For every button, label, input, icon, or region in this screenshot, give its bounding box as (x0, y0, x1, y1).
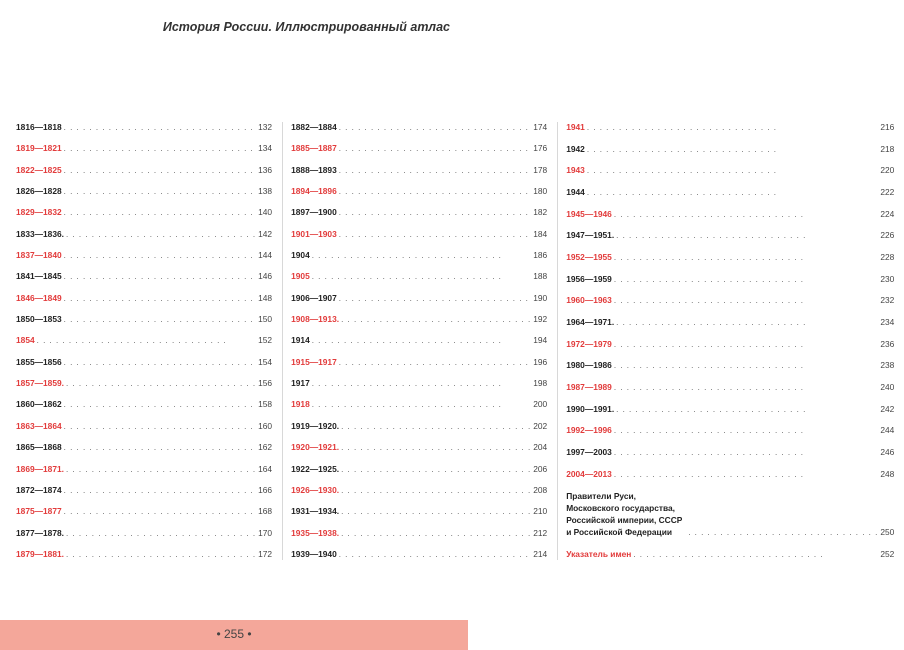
toc-leader-dots: . . . . . . . . . . . . . . . . . . . . . . . . . . . . . . (616, 231, 807, 241)
toc-entry[interactable] (291, 314, 547, 325)
toc-entry-page: 226 (880, 230, 895, 241)
toc-entry-label: 1941 (566, 122, 585, 132)
toc-entry-page: 228 (880, 251, 895, 262)
toc-entry-page: 234 (880, 316, 895, 327)
toc-entry[interactable] (16, 485, 272, 496)
toc-entry[interactable] (291, 464, 547, 475)
toc-entry-page: 172 (258, 548, 273, 559)
toc-entry-page: 236 (880, 338, 895, 349)
toc-entry-label: 1935—1938. (291, 527, 340, 538)
toc-leader-dots: . . . . . . . . . . . . . . . . . . . . . . . . . . . . . . (341, 464, 532, 474)
toc-entry-page: 248 (880, 468, 895, 479)
toc-entry-label: 1877—1878. (16, 527, 64, 538)
toc-entry-label: 1857—1859. (16, 378, 64, 389)
toc-entry-page: 176 (533, 143, 548, 154)
toc-entry-page: 182 (533, 207, 548, 218)
toc-entry-page: 232 (880, 295, 895, 306)
toc-leader-dots: . . . . . . . . . . . . . . . . . . . . . . . . . . . . . . (63, 272, 254, 282)
toc-entry-label: Правители Руси, Московского государства, Российской империи, СССР и Российской Федерации (566, 491, 683, 538)
toc-entry[interactable] (566, 447, 894, 458)
toc-entry-label: 1942 (566, 143, 585, 154)
toc-leader-dots: . . . . . . . . . . . . . . . . . . . . . . . . . . . . . . (341, 443, 532, 453)
toc-entry-label: 1829—1832 (16, 207, 62, 218)
toc-leader-dots: . . . . . . . . . . . . . . . . . . . . . . . . . . . . . . (341, 528, 532, 538)
toc-entry-page: 242 (880, 403, 895, 414)
toc-entry-page: 154 (258, 356, 273, 367)
toc-entry[interactable] (291, 357, 547, 368)
toc-leader-dots: . . . . . . . . . . . . . . . . . . . . . . . . . . . . . . (586, 123, 777, 132)
toc-leader-dots: . . . . . . . . . . . . . . . . . . . . . . . . . . . . . . (63, 144, 254, 154)
toc-entry-label: 1904 (291, 250, 310, 261)
toc-entry-label: 1952—1955 (566, 251, 612, 262)
toc-leader-dots: . . . . . . . . . . . . . . . . . . . . . . . . . . . . . . (341, 315, 532, 325)
toc-entry[interactable] (566, 404, 894, 415)
toc-entry-label: 1917 (291, 378, 310, 389)
toc-leader-dots: . . . . . . . . . . . . . . . . . . . . . . . . . . . . . . (338, 123, 529, 132)
toc-entry-label: 1841—1845 (16, 271, 62, 282)
toc-entry-page: 138 (258, 186, 273, 197)
toc-leader-dots: . . . . . . . . . . . . . . . . . . . . . . . . . . . . . . (63, 507, 254, 517)
toc-entry-page: 150 (258, 314, 273, 325)
toc-leader-dots: . . . . . . . . . . . . . . . . . . . . . . . . . . . . . . (613, 252, 804, 262)
toc-entry-label: 1901—1903 (291, 228, 337, 239)
toc-entry-label: 1879—1881. (16, 548, 64, 559)
toc-leader-dots: . . . . . . . . . . . . . . . . . . . . . . . . . . . . . . (65, 528, 257, 538)
toc-entry-page: 164 (258, 463, 273, 474)
toc-entry[interactable] (566, 274, 894, 285)
toc-entry[interactable] (566, 317, 894, 328)
toc-entry-page: 142 (258, 228, 273, 239)
toc-entry-page: 206 (533, 463, 548, 474)
toc-leader-dots: . . . . . . . . . . . . . . . . . . . . . . . . . . . . . . (613, 382, 804, 392)
toc-leader-dots: . . . . . . . . . . . . . . . . . . . . . . . . . . . . . . (586, 144, 777, 154)
toc-entry-label: 1908—1913. (291, 314, 340, 325)
toc-leader-dots: . . . . . . . . . . . . . . . . . . . . . . . . . . . . . . (63, 187, 254, 197)
toc-entry-label: 1943 (566, 165, 585, 176)
toc-entry-page: 184 (533, 228, 548, 239)
toc-entry[interactable] (291, 421, 547, 432)
toc-leader-dots: . . . . . . . . . . . . . . . . . . . . . . . . . . . . . . (616, 404, 807, 414)
toc-entry-label: 1897—1900 (291, 207, 337, 218)
toc-leader-dots: . . . . . . . . . . . . . . . . . . . . . . . . . . . . . . (65, 464, 257, 474)
toc-entry-page: 174 (533, 122, 548, 132)
toc-leader-dots: . . . . . . . . . . . . . . . . . . . . . . . . . . . . . . (63, 315, 254, 325)
toc-entry-page: 210 (533, 506, 548, 517)
toc-entry-label: 1865—1868 (16, 442, 62, 453)
toc-entry-page: 214 (533, 548, 548, 559)
toc-entry[interactable] (16, 165, 272, 176)
toc-entry[interactable] (16, 207, 272, 218)
toc-column-3 (557, 122, 904, 560)
toc-leader-dots: . . . . . . . . . . . . . . . . . . . . . . . . . . . . . . (613, 361, 804, 371)
toc-entry[interactable] (566, 144, 894, 155)
running-head-title: История России. Иллюстрированный атлас (162, 20, 450, 34)
toc-entry[interactable] (566, 230, 894, 241)
toc-entry[interactable] (16, 293, 272, 304)
toc-entry[interactable] (291, 549, 547, 560)
toc-entry-page: 222 (880, 186, 895, 197)
toc-entry-label: 1920—1921. (291, 442, 340, 453)
toc-leader-dots: . . . . . . . . . . . . . . . . . . . . . . . . . . . . . . (63, 208, 254, 218)
toc-entry[interactable] (566, 490, 894, 538)
toc-entry-page: 178 (533, 164, 548, 175)
toc-entry-label: 1914 (291, 335, 310, 346)
toc-entry-label: 1850—1853 (16, 314, 62, 325)
toc-entry-page: 180 (533, 186, 548, 197)
toc-entry-label: 1885—1887 (291, 143, 337, 154)
toc-entry[interactable] (566, 187, 894, 198)
toc-entry-label: 1888—1893 (291, 164, 337, 175)
toc-entry-page: 216 (880, 122, 895, 132)
toc-entry-label: 1944 (566, 186, 585, 197)
toc-leader-dots: . . . . . . . . . . . . . . . . . . . . . . . . . . . . . . (63, 123, 254, 132)
toc-entry-label: 1905 (291, 271, 310, 282)
toc-leader-dots: . . . . . . . . . . . . . . . . . . . . . . . . . . . . . . (616, 317, 807, 327)
toc-leader-dots: . . . . . . . . . . . . . . . . . . . . . . . . . . . . . . (63, 421, 254, 431)
toc-entry-page: 136 (258, 164, 273, 175)
toc-entry[interactable] (566, 209, 894, 220)
toc-leader-dots: . . . . . . . . . . . . . . . . . . . . . . . . . . . . . . (613, 339, 804, 349)
toc-entry[interactable] (566, 549, 894, 560)
toc-entry[interactable] (291, 207, 547, 218)
toc-entry-page: 188 (533, 271, 548, 282)
toc-leader-dots: . . . . . . . . . . . . . . . . . . . . . . . . . . . . . . (613, 274, 804, 284)
toc-entry[interactable] (291, 250, 547, 261)
toc-entry[interactable] (16, 143, 272, 154)
toc-entry[interactable] (566, 469, 894, 480)
toc-leader-dots: . . . . . . . . . . . . . . . . . . . . . . . . . . . . . . (311, 251, 502, 261)
toc-entry-label: 1906—1907 (291, 292, 337, 303)
toc-column-1 (8, 122, 282, 560)
toc-entry-page: 230 (880, 273, 895, 284)
toc-entry-page: 170 (258, 527, 273, 538)
toc-leader-dots: . . . . . . . . . . . . . . . . . . . . . . . . . . . . . . (311, 336, 502, 346)
toc-leader-dots: . . . . . . . . . . . . . . . . . . . . . . . . . . . . . . (338, 229, 529, 239)
toc-leader-dots: . . . . . . . . . . . . . . . . . . . . . . . . . . . . . . (338, 357, 529, 367)
toc-leader-dots: . . . . . . . . . . . . . . . . . . . . . . . . . . . . . . (63, 400, 254, 410)
toc-entry[interactable] (291, 335, 547, 346)
toc-entry-page: 160 (258, 420, 273, 431)
toc-entry-page: 250 (880, 527, 895, 538)
toc-leader-dots: . . . . . . . . . . . . . . . . . . . . . . . . . . . . . . (341, 507, 532, 517)
toc-entry-label: 1915—1917 (291, 356, 337, 367)
toc-entry[interactable] (566, 382, 894, 393)
toc-entry-page: 166 (258, 484, 273, 495)
toc-entry-label: 1997—2003 (566, 446, 612, 457)
toc-entry-page: 192 (533, 314, 548, 325)
toc-entry-page: 162 (258, 442, 273, 453)
toc-leader-dots: . . . . . . . . . . . . . . . . . . . . . . . . . . . . . . (65, 379, 257, 389)
toc-entry-label: 1816—1818 (16, 122, 62, 132)
toc-entry-page: 202 (533, 420, 548, 431)
toc-entry-label: 1854 (16, 335, 35, 346)
toc-entry[interactable] (291, 186, 547, 197)
toc-leader-dots: . . . . . . . . . . . . . . . . . . . . . . . . . . . . . . (613, 209, 804, 219)
toc-entry-page: 238 (880, 360, 895, 371)
toc-entry-page: 208 (533, 484, 548, 495)
toc-entry[interactable] (291, 378, 547, 389)
toc-entry[interactable] (291, 165, 547, 176)
toc-entry-page: 240 (880, 381, 895, 392)
toc-leader-dots: . . . . . . . . . . . . . . . . . . . . . . . . . . . . . . (63, 485, 254, 495)
toc-leader-dots: . . . . . . . . . . . . . . . . . . . . . . . . . . . . . . (633, 549, 824, 559)
toc-entry-page: 204 (533, 442, 548, 453)
toc-column-2 (282, 122, 557, 560)
toc-entry[interactable] (566, 295, 894, 306)
toc-entry-page: 168 (258, 506, 273, 517)
toc-entry-page: 140 (258, 207, 273, 218)
toc-entry-label: 1822—1825 (16, 164, 62, 175)
toc-entry-label: 1987—1989 (566, 381, 612, 392)
toc-entry[interactable] (16, 421, 272, 432)
toc-entry-label: 2004—2013 (566, 468, 612, 479)
toc-leader-dots: . . . . . . . . . . . . . . . . . . . . . . . . . . . . . . (613, 296, 804, 306)
toc-leader-dots: . . . . . . . . . . . . . . . . . . . . . . . . . . . . . . (338, 144, 529, 154)
toc-entry-label: 1926—1930. (291, 484, 340, 495)
toc-leader-dots: . . . . . . . . . . . . . . . . . . . . . . . . . . . . . . (338, 293, 529, 303)
toc-entry[interactable] (291, 485, 547, 496)
toc-entry-label: 1875—1877 (16, 506, 62, 517)
toc-entry[interactable] (16, 357, 272, 368)
toc-entry-label: 1855—1856 (16, 356, 62, 367)
toc-entry[interactable] (16, 506, 272, 517)
toc-entry-label: 1819—1821 (16, 143, 62, 154)
table-of-contents (8, 122, 895, 560)
toc-entry[interactable] (566, 339, 894, 350)
toc-entry[interactable] (566, 252, 894, 263)
toc-entry[interactable] (291, 271, 547, 282)
toc-entry-label: 1863—1864 (16, 420, 62, 431)
toc-leader-dots: . . . . . . . . . . . . . . . . . . . . . . . . . . . . . . (613, 469, 804, 479)
toc-leader-dots: . . . . . . . . . . . . . . . . . . . . . . . . . . . . . . (311, 400, 502, 410)
toc-entry[interactable] (16, 122, 272, 133)
toc-leader-dots: . . . . . . . . . . . . . . . . . . . . . . . . . . . . . . (311, 379, 502, 389)
toc-entry[interactable] (16, 314, 272, 325)
toc-entry[interactable] (291, 528, 547, 539)
toc-leader-dots: . . . . . . . . . . . . . . . . . . . . . . . . . . . . . . (341, 485, 532, 495)
toc-entry-label: 1882—1884 (291, 122, 337, 132)
toc-entry-page: 152 (258, 335, 273, 346)
toc-entry-page: 220 (880, 165, 895, 176)
toc-entry-label: 1956—1959 (566, 273, 612, 284)
toc-entry-label: Указатель имен (566, 548, 632, 559)
toc-leader-dots: . . . . . . . . . . . . . . . . . . . . . . . . . . . . . . (36, 336, 227, 346)
toc-leader-dots: . . . . . . . . . . . . . . . . . . . . . . . . . . . . . . (586, 166, 777, 176)
toc-entry[interactable] (291, 399, 547, 410)
toc-entry-label: 1833—1836. (16, 228, 64, 239)
toc-entry-page: 132 (258, 122, 273, 132)
toc-leader-dots: . . . . . . . . . . . . . . . . . . . . . . . . . . . . . . (63, 165, 254, 175)
toc-leader-dots: . . . . . . . . . . . . . . . . . . . . . . . . . . . . . . (311, 272, 502, 282)
toc-entry-page: 186 (533, 250, 548, 261)
toc-leader-dots: . . . . . . . . . . . . . . . . . . . . . . . . . . . . . . (65, 229, 257, 239)
toc-entry-page: 224 (880, 208, 895, 219)
toc-entry[interactable] (16, 271, 272, 282)
toc-entry-label: 1972—1979 (566, 338, 612, 349)
toc-entry[interactable] (16, 229, 272, 240)
toc-entry-label: 1964—1971. (566, 316, 615, 327)
toc-entry[interactable] (16, 549, 272, 560)
toc-leader-dots: . . . . . . . . . . . . . . . . . . . . . . . . . . . . . . (338, 208, 529, 218)
toc-entry-label: 1939—1940 (291, 548, 337, 559)
toc-entry[interactable] (16, 528, 272, 539)
toc-entry[interactable] (16, 399, 272, 410)
toc-entry-label: 1872—1874 (16, 484, 62, 495)
toc-entry-page: 190 (533, 292, 548, 303)
toc-entry[interactable] (291, 293, 547, 304)
toc-entry[interactable] (291, 506, 547, 517)
toc-entry-page: 200 (533, 399, 548, 410)
toc-entry[interactable] (16, 186, 272, 197)
toc-entry-label: 1869—1871. (16, 463, 64, 474)
toc-entry-label: 1945—1946 (566, 208, 612, 219)
toc-entry[interactable] (16, 378, 272, 389)
toc-entry[interactable] (291, 122, 547, 133)
toc-entry-page: 198 (533, 378, 548, 389)
toc-entry-label: 1992—1996 (566, 425, 612, 436)
footer-band (0, 620, 468, 650)
toc-entry-page: 146 (258, 271, 273, 282)
toc-entry[interactable] (291, 229, 547, 240)
toc-leader-dots: . . . . . . . . . . . . . . . . . . . . . . . . . . . . . . (63, 251, 254, 261)
toc-leader-dots: . . . . . . . . . . . . . . . . . . . . . . . . . . . . . . (338, 187, 529, 197)
toc-leader-dots: . . . . . . . . . . . . . . . . . . . . . . . . . . . . . . (338, 549, 529, 559)
toc-entry-label: 1894—1896 (291, 186, 337, 197)
toc-leader-dots: . . . . . . . . . . . . . . . . . . . . . . . . . . . . . . (63, 357, 254, 367)
toc-entry-page: 252 (880, 548, 895, 559)
toc-entry-page: 194 (533, 335, 548, 346)
toc-entry-page: 148 (258, 292, 273, 303)
toc-entry-page: 196 (533, 356, 548, 367)
toc-entry-page: 244 (880, 425, 895, 436)
toc-entry-label: 1990—1991. (566, 403, 615, 414)
toc-leader-dots: . . . . . . . . . . . . . . . . . . . . . . . . . . . . . . (338, 165, 529, 175)
toc-entry-label: 1931—1934. (291, 506, 340, 517)
toc-leader-dots: . . . . . . . . . . . . . . . . . . . . . . . . . . . . . . (63, 293, 254, 303)
toc-leader-dots: . . . . . . . . . . . . . . . . . . . . . . . . . . . . . . (613, 447, 804, 457)
toc-entry[interactable] (16, 335, 272, 346)
toc-entry-label: 1919—1920. (291, 420, 340, 431)
toc-entry[interactable] (566, 165, 894, 176)
toc-leader-dots: . . . . . . . . . . . . . . . . . . . . . . . . . . . . . . (341, 421, 532, 431)
toc-entry-label: 1922—1925. (291, 463, 340, 474)
toc-entry-label: 1846—1849 (16, 292, 62, 303)
toc-entry[interactable] (16, 250, 272, 261)
toc-entry-page: 218 (880, 143, 895, 154)
toc-leader-dots: . . . . . . . . . . . . . . . . . . . . . . . . . . . . . . (688, 528, 879, 538)
toc-entry-page: 212 (533, 527, 548, 538)
toc-leader-dots: . . . . . . . . . . . . . . . . . . . . . . . . . . . . . . (586, 187, 777, 197)
toc-entry-page: 246 (880, 446, 895, 457)
toc-entry-label: 1960—1963 (566, 295, 612, 306)
toc-leader-dots: . . . . . . . . . . . . . . . . . . . . . . . . . . . . . . (63, 443, 254, 453)
toc-entry-label: 1826—1828 (16, 186, 62, 197)
toc-leader-dots: . . . . . . . . . . . . . . . . . . . . . . . . . . . . . . (613, 426, 804, 436)
toc-entry-label: 1837—1840 (16, 250, 62, 261)
toc-entry-label: 1980—1986 (566, 360, 612, 371)
toc-entry-label: 1860—1862 (16, 399, 62, 410)
toc-entry-page: 156 (258, 378, 273, 389)
toc-entry-label: 1918 (291, 399, 310, 410)
toc-entry[interactable] (291, 442, 547, 453)
toc-entry-page: 134 (258, 143, 273, 154)
toc-entry[interactable] (566, 425, 894, 436)
toc-entry[interactable] (16, 464, 272, 475)
toc-entry[interactable] (566, 360, 894, 371)
toc-entry[interactable] (291, 143, 547, 154)
toc-entry[interactable] (16, 442, 272, 453)
page-number: • 255 • (216, 627, 252, 641)
toc-leader-dots: . . . . . . . . . . . . . . . . . . . . . . . . . . . . . . (65, 549, 257, 559)
toc-entry-label: 1947—1951. (566, 230, 615, 241)
toc-entry[interactable] (566, 122, 894, 133)
toc-entry-page: 158 (258, 399, 273, 410)
toc-entry-page: 144 (258, 250, 273, 261)
